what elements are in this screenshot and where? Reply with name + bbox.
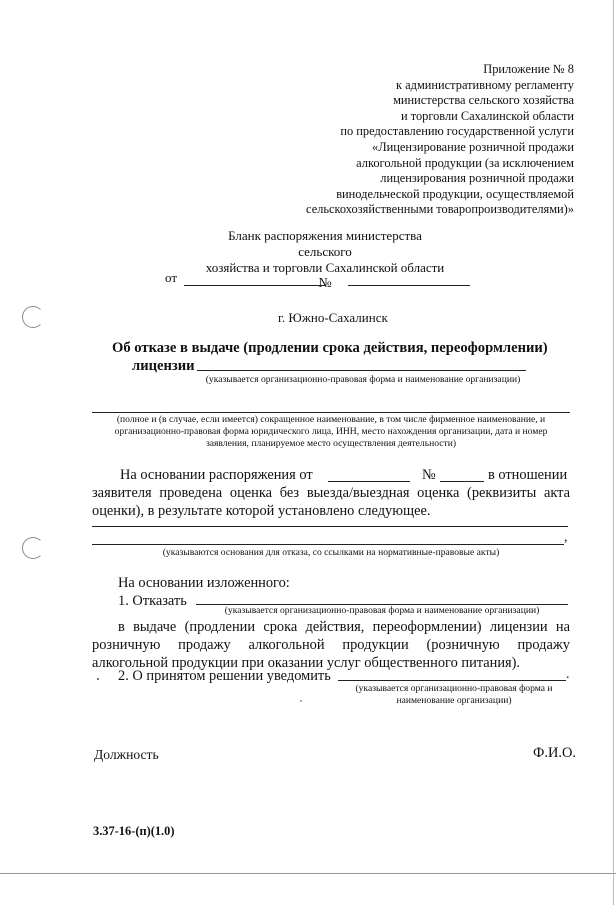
hint-wrap-line: наименование организации) [396,695,512,706]
paragraph-seg-a: На основании распоряжения от [120,467,313,483]
hint-org-form-name: (указывается организационно-правовая форма и наименование организации) [205,374,521,385]
paragraph-assessment [92,466,570,520]
document-title-line2: лицензии [132,358,195,374]
appendix-line: Приложение № 8 [483,62,574,76]
from-label: от [165,270,178,285]
city: г. Южно-Сахалинск [278,310,388,325]
reasons-comma: , [564,530,568,545]
hint-full-name-line: (полное и (в случае, если имеется) сокращенное наименование, в том числе фирменное наименование, и [116,414,546,425]
blank-header-line: Бланк распоряжения министерства сельского [228,228,422,259]
order-number-field[interactable] [440,481,484,482]
hint-org-form-name-2: (указывается организационно-правовая форма и наименование организации) [224,605,540,616]
hint-reasons: (указываются основания для отказа, со ссылками на нормативные-правовые акты) [162,547,500,558]
appendix-line: винодельческой продукции, осуществляемой [336,186,574,201]
number-sign: № [318,276,332,291]
appendix-line: министерства сельского хозяйства [393,93,574,108]
appendix-line: к административному регламенту [396,77,574,92]
hint-full-name [92,414,570,450]
item1-text-line: в выдаче (продлении срока действия, переоформлении) лицензии на [118,619,570,635]
license-holder-field[interactable] [197,370,526,371]
item1-label: 1. Отказать [118,593,187,609]
paragraph-assessment-line2: заявителя проведена оценка без выезда/выездная оценка (реквизиты акта [92,485,570,501]
blank-header [200,228,450,292]
scan-noise-bottom-line [0,873,616,874]
paragraph-assessment-line1 [92,466,570,484]
number-field[interactable] [348,285,470,286]
applicant-details-field[interactable] [92,412,570,413]
paragraph-assessment-line3: оценки), в результате которой установлено следующее. [92,503,431,519]
appendix-line: лицензирования розничной продажи [380,171,574,186]
appendix-line: сельскохозяйственными товаропроизводителями)» [306,202,574,217]
hint-wrap-line: (указывается организационно-правовая форма и [355,683,553,694]
item2-label: 2. О принятом решении уведомить [118,668,331,684]
scan-noise-right-edge [613,0,614,905]
item1-text [92,618,570,672]
appendix-block [234,62,574,218]
item1-text-line: розничную продажу алкогольной продукции (розничную продажу [92,637,570,653]
reasons-field-line2[interactable] [92,544,564,545]
item1-text-line: алкогольной продукции при оказании услуг общественного питания). [92,655,521,671]
hint-full-name-line: заявления, планируемое место осуществления деятельности) [205,438,457,449]
appendix-line: алкогольной продукции (за исключением [356,155,574,170]
scan-noise-dot [97,678,99,680]
appendix-line: и торговли Сахалинской области [400,108,574,123]
item2-period: . [566,667,570,682]
based-on-text: На основании изложенного: [118,575,290,591]
paragraph-seg-b: № [422,467,436,483]
signature-position: Должность [94,747,159,762]
date-field[interactable] [184,285,326,286]
appendix-line: «Лицензирование розничной продажи [372,139,574,154]
binder-hole-top [22,306,44,328]
scan-noise-dot [300,700,302,702]
hint-full-name-line: организационно-правовая форма юридического лица, ИНН, место нахождения организации, дата и номер [114,426,548,437]
blank-header-line: хозяйства и торговли Сахалинской области [205,260,445,275]
hint-org-form-name-wrap [338,683,570,707]
document-title-line1: Об отказе в выдаче (продлении срока действия, переоформлении) [112,340,548,356]
reasons-field-line1[interactable] [92,526,568,527]
notify-org-field[interactable] [338,680,566,681]
binder-hole-bottom [22,537,44,559]
form-code: 3.37-16-(п)(1.0) [93,824,175,838]
order-date-field[interactable] [328,481,410,482]
paragraph-seg-c: в отношении [488,467,568,483]
appendix-line: по предоставлению государственной услуги [340,124,574,139]
signature-fio: Ф.И.О. [533,745,576,761]
